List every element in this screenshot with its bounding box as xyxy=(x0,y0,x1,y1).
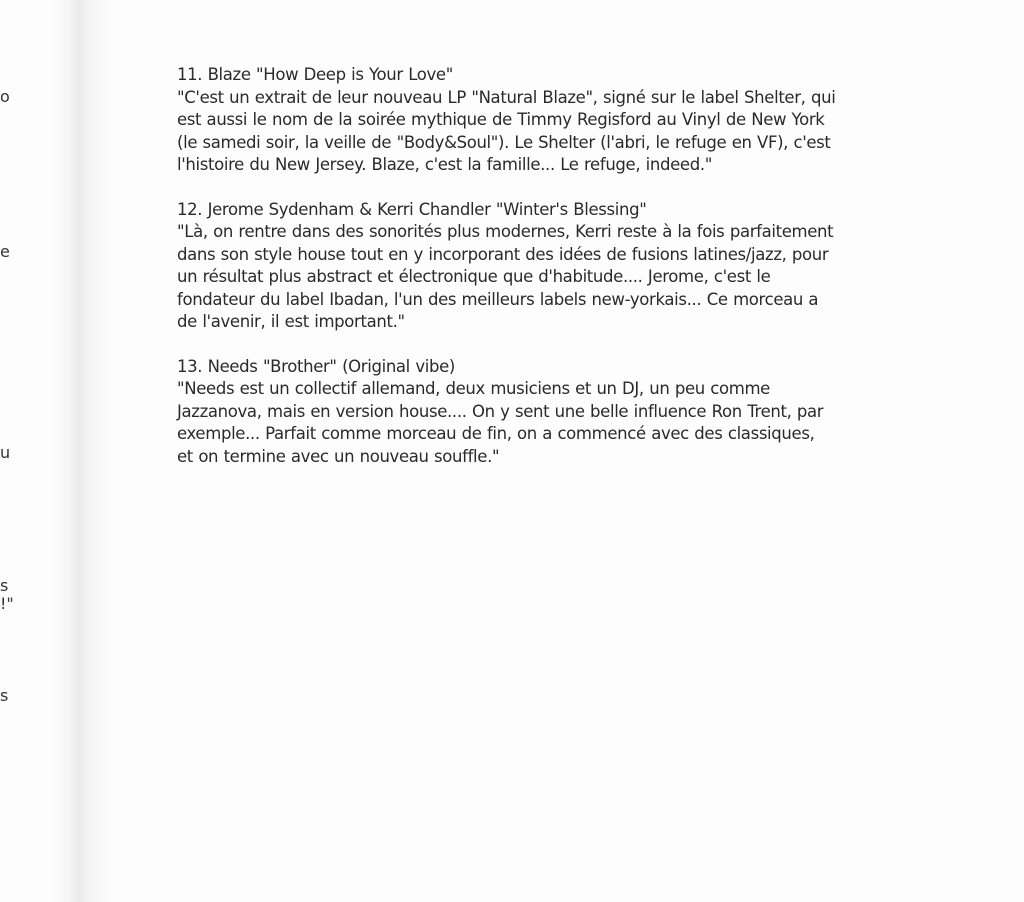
edge-fragment: e xyxy=(0,242,10,261)
track-comment: "Là, on rentre dans des sonorités plus modernes, Kerri reste à la fois parfaitement dans son style house tout en y incorporant des idées de fusions latines/jazz, pour un résultat plus abstract et électronique que d'habitude.... Jerome, c'est le fondateur du label Ibadan, l'un des meilleurs labels new-yorkais... Ce morceau a de l'avenir, il est important." xyxy=(177,222,834,331)
track-entry-11 xyxy=(177,64,937,177)
track-title: 12. Jerome Sydenham & Kerri Chandler "Winter's Blessing" xyxy=(177,199,647,219)
page-fold-shadow xyxy=(52,0,112,902)
edge-fragment: s !" xyxy=(0,576,14,613)
track-entry-12 xyxy=(177,199,937,334)
track-comment: "C'est un extrait de leur nouveau LP "Natural Blaze", signé sur le label Shelter, qui est aussi le nom de la soirée mythique de Timmy Regisford au Vinyl de New York (le samedi soir, la veille de "Body&Soul"). Le Shelter (l'abri, le refuge en VF), c'est l'histoire du New Jersey. Blaze, c'est la famille... Le refuge, indeed." xyxy=(177,87,836,174)
edge-fragment: s xyxy=(0,686,9,705)
edge-fragment: o xyxy=(0,87,10,106)
edge-fragment: u xyxy=(0,443,11,462)
track-title: 11. Blaze "How Deep is Your Love" xyxy=(177,65,453,84)
track-notes xyxy=(177,64,937,490)
track-title: 13. Needs "Brother" (Original vibe) xyxy=(177,356,455,376)
track-entry-13 xyxy=(177,356,937,469)
previous-page-edge xyxy=(0,0,20,902)
track-comment: "Needs est un collectif allemand, deux musiciens et un DJ, un peu comme Jazzanova, mais en version house.... On y sent une belle influence Ron Trent, par exemple... Parfait comme morceau de fin, on a commencé avec des classiques, et on termine avec un nouveau souffle." xyxy=(177,379,824,466)
